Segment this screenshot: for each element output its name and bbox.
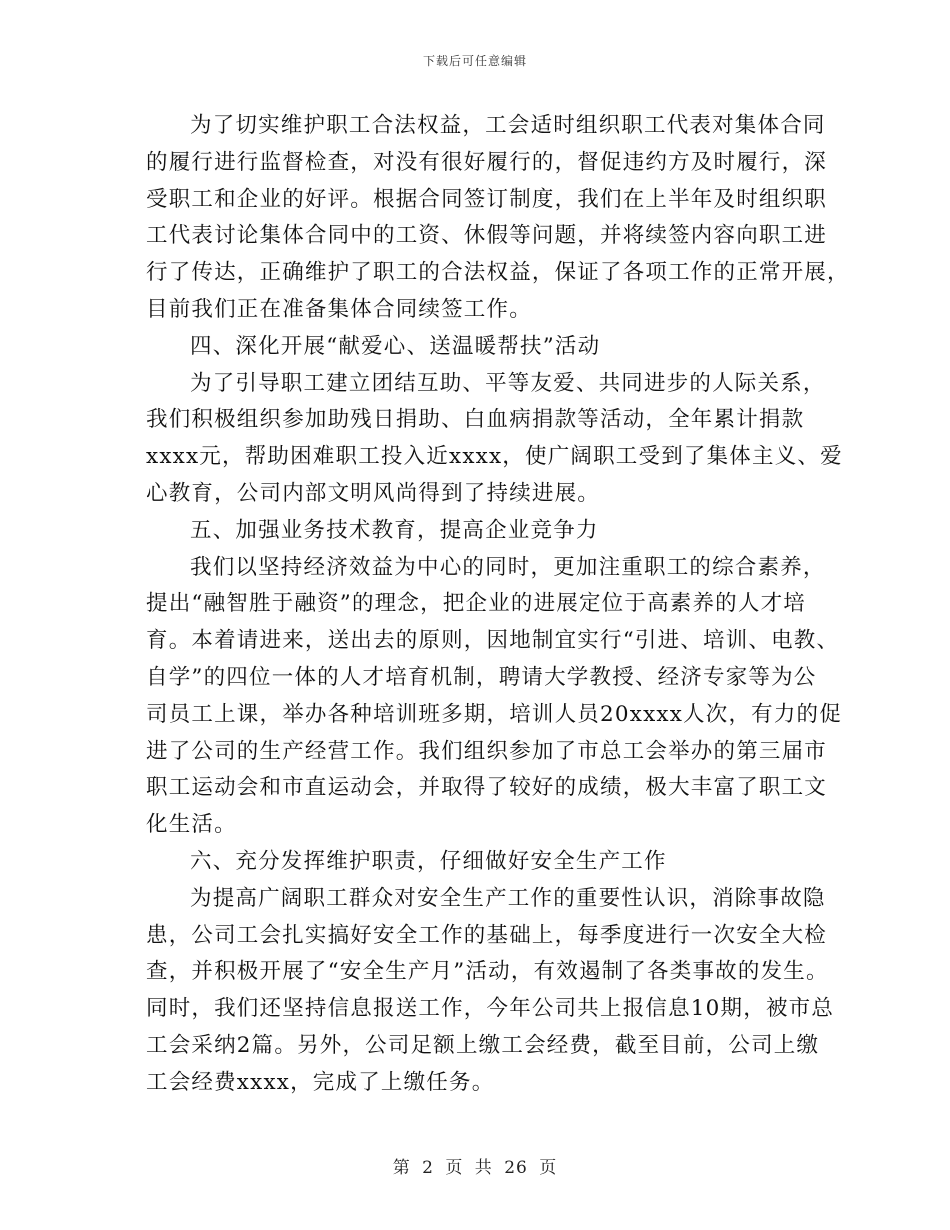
paragraph-line: 患，公司工会扎实搞好安全工作的基础上，每季度进行一次安全大检 — [146, 922, 828, 948]
paragraph-line: 化生活。 — [146, 812, 237, 838]
paragraph-line: 我们积极组织参加助残日捐助、白血病捐款等活动，全年累计捐款 — [146, 407, 805, 433]
paragraph-line: 行了传达，正确维护了职工的合法权益，保证了各项工作的正常开展， — [146, 260, 850, 286]
page-number-footer: 第 2 页 共 26 页 — [392, 1158, 558, 1178]
paragraph-line: 育。本着请进来，送出去的原则，因地制宜实行“引进、培训、电教、 — [146, 628, 840, 654]
paragraph-line: 工会采纳2篇。另外，公司足额上缴工会经费，截至目前，公司上缴 — [146, 1032, 820, 1058]
paragraph-line: 心教育，公司内部文明风尚得到了持续进展。 — [146, 480, 601, 506]
section-heading: 六、充分发挥维护职责，仔细做好安全生产工作 — [190, 848, 667, 874]
document-body — [146, 108, 850, 1102]
paragraph-line: 职工运动会和市直运动会，并取得了较好的成绩，极大丰富了职工文 — [146, 775, 828, 801]
paragraph-line: 工代表讨论集体合同中的工资、休假等问题，并将续签内容向职工进 — [146, 223, 828, 249]
section-heading: 四、深化开展“献爱心、送温暖帮扶”活动 — [190, 333, 601, 359]
paragraph-line: 自学”的四位一体的人才培育机制，聘请大学教授、经济专家等为公 — [146, 664, 817, 690]
paragraph-line: 目前我们正在准备集体合同续签工作。 — [146, 296, 532, 322]
paragraph-line: 我们以坚持经济效益为中心的同时，更加注重职工的综合素养， — [190, 554, 826, 580]
paragraph-line: 工会经费xxxx，完成了上缴任务。 — [146, 1069, 495, 1095]
paragraph-line: 为了引导职工建立团结互助、平等友爱、共同进步的人际关系， — [190, 370, 826, 396]
section-heading: 五、加强业务技术教育，提高企业竞争力 — [190, 517, 599, 543]
paragraph-line: 的履行进行监督检查，对没有很好履行的，督促违约方及时履行，深 — [146, 149, 828, 175]
paragraph-line: 受职工和企业的好评。根据合同签订制度，我们在上半年及时组织职 — [146, 186, 828, 212]
paragraph-line: 查，并积极开展了“安全生产月”活动，有效遏制了各类事故的发生。 — [146, 959, 829, 985]
page-header: 下载后可任意编辑 — [422, 54, 527, 68]
paragraph-line: 同时，我们还坚持信息报送工作，今年公司共上报信息10期，被市总 — [146, 996, 835, 1022]
paragraph-line: 进了公司的生产经营工作。我们组织参加了市总工会举办的第三届市 — [146, 738, 828, 764]
paragraph-line: 提出“融智胜于融资”的理念，把企业的进展定位于高素养的人才培 — [146, 591, 806, 617]
paragraph-line: xxxx元，帮助困难职工投入近xxxx，使广阔职工受到了集体主义、爱 — [146, 444, 843, 470]
paragraph-line: 为提高广阔职工群众对安全生产工作的重要性认识，消除事故隐 — [190, 885, 826, 911]
paragraph-line: 司员工上课，举办各种培训班多期，培训人员20xxxx人次，有力的促 — [146, 701, 842, 727]
paragraph-line: 为了切实维护职工合法权益，工会适时组织职工代表对集体合同 — [190, 113, 826, 138]
